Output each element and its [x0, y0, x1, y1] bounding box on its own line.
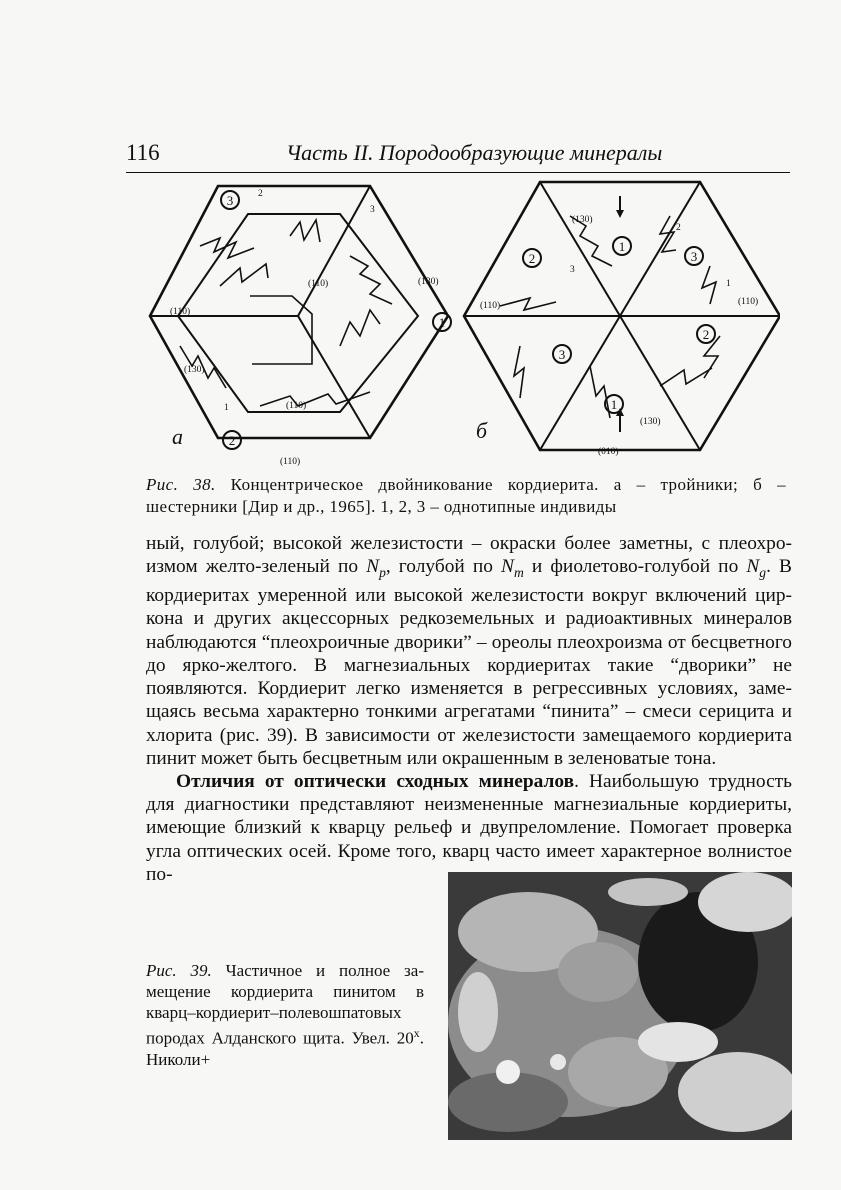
panel-letter-b: б: [476, 418, 488, 443]
sixling-hexagon: [464, 182, 780, 450]
page-header: [126, 140, 788, 172]
circled-number: 1: [618, 239, 626, 254]
face-label: (130): [184, 365, 205, 375]
circled-number: 2: [702, 327, 710, 342]
circled-number: 1: [438, 315, 446, 330]
face-label: (130): [418, 277, 439, 287]
individual-number: 3: [370, 205, 375, 215]
face-label: (110): [480, 301, 501, 311]
figure-38: [140, 176, 780, 470]
figure-39-photomicrograph: [448, 872, 792, 1140]
figure-38-caption-label: Рис. 38.: [146, 475, 216, 494]
face-label: (110): [308, 279, 329, 289]
face-label: (130): [640, 417, 661, 427]
body-text: [146, 532, 792, 886]
header-rule: [126, 172, 790, 173]
running-title: Часть II. Породообразующие минералы: [286, 140, 663, 165]
figure-38-caption-text: Концентрическое двойникование кордиерита. а – тройники; б – шестерники [Дир и др., 1965]. 1, 2, 3 – однотипные индивиды: [146, 475, 786, 516]
panel-letter-a: а: [172, 424, 183, 449]
face-label: (110): [280, 457, 301, 467]
face-label: (110): [738, 297, 759, 307]
figure-39-caption: Рис. 39. Частичное и полное замещение кордиерита пинитом в кварц–кордиерит–полевошпатовых породах Алданского щита. Увел. 20$^x$. Николи+: [146, 961, 424, 1069]
individual-number: 1: [726, 279, 731, 289]
face-label: (130): [572, 215, 593, 225]
circled-number: 1: [610, 397, 618, 412]
circled-number: 3: [226, 193, 234, 208]
figure-38-drawing: [140, 176, 780, 470]
face-label: (010): [598, 447, 619, 457]
circled-number: 2: [228, 433, 236, 448]
section-heading: Отличия от оптически сходных минералов: [176, 770, 575, 792]
face-label: (110): [170, 307, 191, 317]
figure-38-caption: [146, 474, 786, 518]
circled-number: 3: [558, 347, 566, 362]
paragraph-2: Отличия от оптически сходных минералов. Наибольшую трудность для диагностики представляют неизмененные магнезиальные кордиериты, имеющие близкий к кварцу рельеф и двупреломление. Помогает проверка угла оптических осей. Кроме того, кварц часто имеет характерное волнистое по-: [146, 770, 792, 885]
individual-number: 1: [224, 403, 229, 413]
circled-number: 2: [528, 251, 536, 266]
circled-number: 3: [690, 249, 698, 264]
figure-39-caption-label: Рис. 39.: [146, 961, 212, 980]
photomicrograph-image: [448, 872, 792, 1140]
individual-number: 2: [258, 189, 263, 199]
paragraph-1: ный, голубой; высокой железистости – окраски более заметны, с плеохроизмом желто-зеленый по $N_p$, голубой по $N_m$ и фиолетово-голубой по $N_g$. В кордиеритах умеренной или высокой железистости вокруг включений циркона и других акцессорных редкоземельных и радиоактивных минералов наблюдаются “плеохроичные дворики” – ореолы плеохроизма от бесцветного до ярко-желтого. В магнезиальных кордиеритах такие “дворики” не появляются. Кордиерит легко изменяется в регрессивных условиях, замещаясь весьма характерно тонкими агрегатами “пинита” – смеси серицита и хлорита (рис. 39). В зависимости от железистости замещаемого кордиерита пинит может быть бесцветным или окрашенным в зеленоватые тона.: [146, 533, 792, 769]
individual-number: 2: [676, 223, 681, 233]
individual-number: 3: [570, 265, 575, 275]
face-label: (110): [286, 401, 307, 411]
page-number: 116: [126, 140, 160, 165]
